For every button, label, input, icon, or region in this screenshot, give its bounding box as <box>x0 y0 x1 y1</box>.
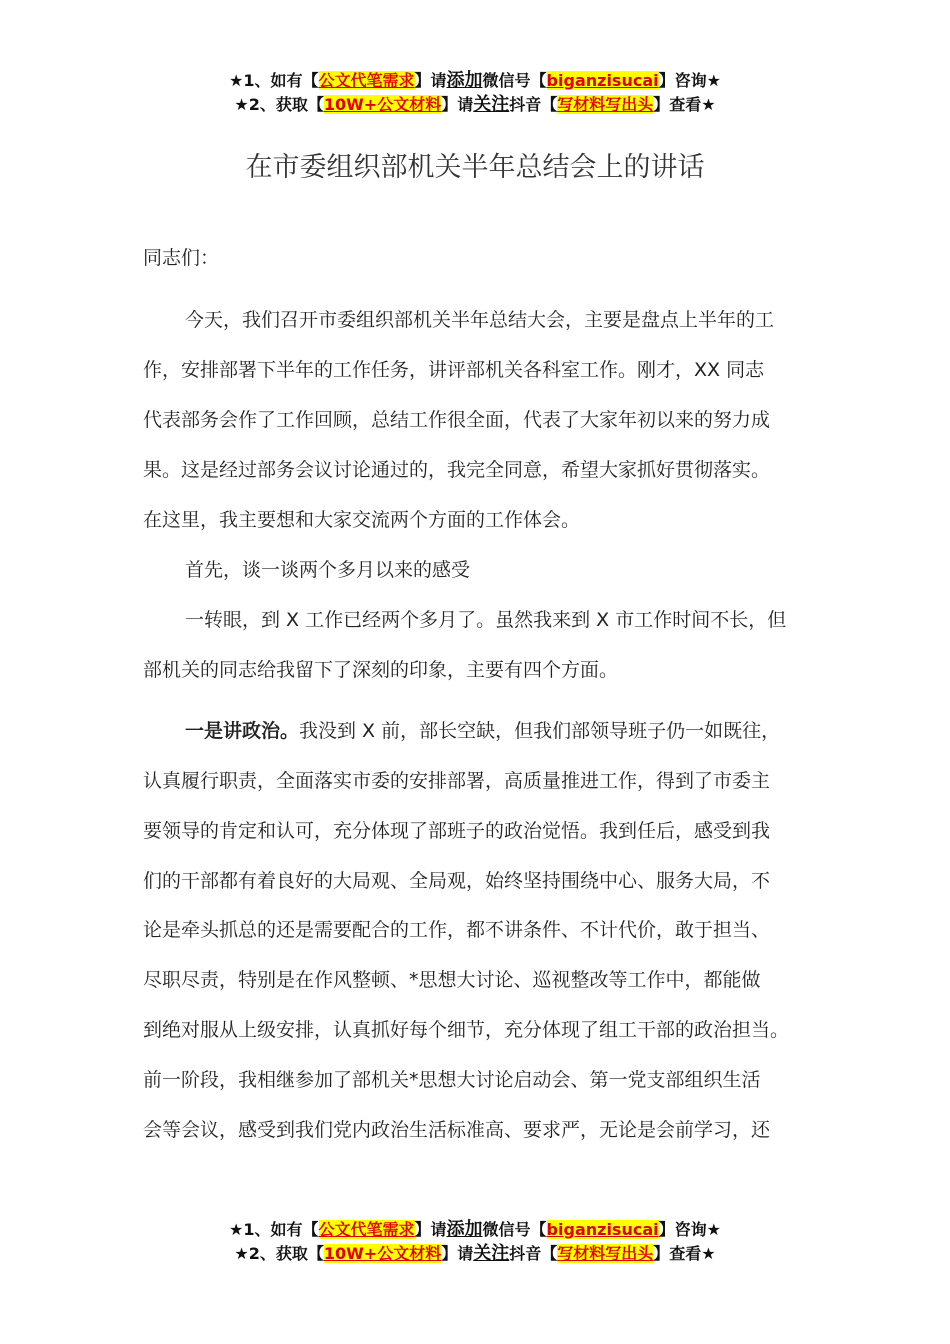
paragraph-line: 一转眼，到 X 工作已经两个多月了。虽然我来到 X 市工作时间不长，但 <box>185 609 787 631</box>
promo-emphasis: 添加 <box>446 1219 483 1240</box>
promo-text: ★1、如有【 <box>229 1220 319 1239</box>
promo-text: ★2、获取【 <box>234 1244 324 1263</box>
promo-highlight: 写材料写出头 <box>557 1244 654 1263</box>
promo-highlight: 10W+公文材料 <box>323 95 442 114</box>
promo-highlight: biganzisucai <box>546 1220 659 1239</box>
bold-lead: 一是讲政治。 <box>185 720 300 742</box>
paragraph-line: 们的干部都有着良好的大局观、全局观，始终坚持围绕中心、服务大局，不 <box>143 870 771 892</box>
paragraph-line: 会等会议，感受到我们党内政治生活标准高、要求严，无论是会前学习，还 <box>143 1119 771 1141</box>
paragraph-line: 到绝对服从上级安排，认真抓好每个细节，充分体现了组工干部的政治担当。 <box>143 1019 790 1041</box>
promo-text: 】请 <box>441 95 474 114</box>
promo-line-2 <box>0 93 950 117</box>
promo-text: 】咨询★ <box>658 71 721 90</box>
paragraph-line: 要领导的肯定和认可，充分体现了部班子的政治觉悟。我到任后，感受到我 <box>143 820 771 842</box>
footer-promo-line-2 <box>0 1242 950 1266</box>
promo-emphasis: 添加 <box>446 70 483 91</box>
document-title: 在市委组织部机关半年总结会上的讲话 <box>245 152 705 183</box>
paragraph-line <box>185 706 780 756</box>
promo-highlight: 写材料写出头 <box>557 95 654 114</box>
salutation: 同志们： <box>143 247 220 269</box>
promo-text: 】请 <box>441 1244 474 1263</box>
promo-text: 微信号【 <box>482 71 547 90</box>
promo-highlight: 10W+公文材料 <box>323 1244 442 1263</box>
section-heading: 首先，谈一谈两个多月以来的感受 <box>185 559 471 581</box>
promo-text: 抖音【 <box>509 95 558 114</box>
paragraph-line: 前一阶段，我相继参加了部机关*思想大讨论启动会、第一党支部组织生活 <box>143 1069 761 1091</box>
promo-text: 微信号【 <box>482 1220 547 1239</box>
promo-text: ★1、如有【 <box>229 71 319 90</box>
promo-line-1 <box>0 69 950 93</box>
promo-emphasis: 关注 <box>473 1243 510 1264</box>
promo-text: 】咨询★ <box>658 1220 721 1239</box>
promo-text: 】请 <box>414 71 447 90</box>
promo-highlight: 公文代笔需求 <box>318 1220 415 1239</box>
paragraph-text: 我没到 X 前，部长空缺，但我们部领导班子仍一如既往， <box>299 720 781 742</box>
promo-emphasis: 关注 <box>473 94 510 115</box>
paragraph-line: 认真履行职责，全面落实市委的安排部署，高质量推进工作，得到了市委主 <box>143 770 771 792</box>
promo-highlight: biganzisucai <box>546 71 659 90</box>
paragraph-line: 尽职尽责，特别是在作风整顿、*思想大讨论、巡视整改等工作中，都能做 <box>143 969 761 991</box>
paragraph-line: 果。这是经过部务会议讨论通过的，我完全同意，希望大家抓好贯彻落实。 <box>143 459 771 481</box>
paragraph-line: 作，安排部署下半年的工作任务，讲评部机关各科室工作。刚才，XX 同志 <box>143 359 765 381</box>
promo-text: 】查看★ <box>653 95 716 114</box>
paragraph-line: 今天，我们召开市委组织部机关半年总结大会，主要是盘点上半年的工 <box>185 309 775 331</box>
promo-text: 】查看★ <box>653 1244 716 1263</box>
promo-text: 】请 <box>414 1220 447 1239</box>
paragraph-line: 论是牵头抓总的还是需要配合的工作，都不讲条件、不计代价，敢于担当、 <box>143 919 771 941</box>
footer-promo-line-1 <box>0 1218 950 1242</box>
promo-text: 抖音【 <box>509 1244 558 1263</box>
paragraph-line: 在这里，我主要想和大家交流两个方面的工作体会。 <box>143 509 581 531</box>
promo-text: ★2、获取【 <box>234 95 324 114</box>
paragraph-line: 代表部务会作了工作回顾，总结工作很全面，代表了大家年初以来的努力成 <box>143 409 771 431</box>
promo-highlight: 公文代笔需求 <box>318 71 415 90</box>
paragraph-line: 部机关的同志给我留下了深刻的印象，主要有四个方面。 <box>143 659 619 681</box>
